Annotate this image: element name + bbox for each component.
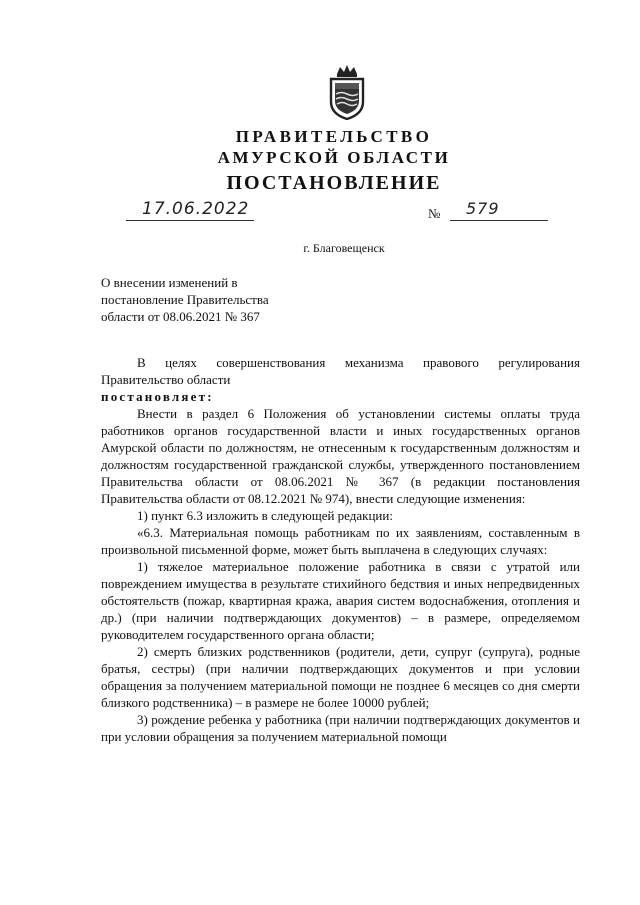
subject-line-2: постановление Правительства (101, 292, 269, 307)
document-type-title: ПОСТАНОВЛЕНИЕ (226, 172, 442, 194)
body-paragraph-case-3: 3) рождение ребенка у работника (при наличии подтверждающих документов и при условии обращения за получением материальной помощи (101, 712, 580, 744)
document-subject (101, 274, 269, 325)
document-number: 579 (466, 199, 500, 218)
document-body (101, 354, 580, 745)
document-number-field (450, 197, 548, 225)
body-paragraph-item-1: 1) пункт 6.3 изложить в следующей редакции: (137, 508, 393, 523)
city-label: г. Благовещенск (303, 241, 385, 255)
date-underline (126, 220, 254, 221)
body-paragraph-main: Внести в раздел 6 Положения об установлении системы оплаты труда работников органов государственной власти и иных государственных органов Амурской области по должностям, не отнесенным к государственным должностям и должностям государственной гражданской службы, утвержденного постановлением Правительства области от 08.06.2021 № 367 (в редакции постановления Правительства области от 08.12.2021 № 974), внести следующие изменения: (101, 406, 580, 506)
body-paragraph-case-2: 2) смерть близких родственников (родители, дети, супруг (супруга), родные братья, сестры) (при наличии подтверждающих документов и при условии обращения за получением материальной помощи не позднее 6 месяцев со дня смерти близкого родственника) – в размере не более 10000 рублей; (101, 644, 580, 710)
region-title: АМУРСКОЙ ОБЛАСТИ (217, 148, 451, 167)
number-sign: № (428, 206, 441, 221)
subject-line-3: области от 08.06.2021 № 367 (101, 309, 260, 324)
document-date-field (126, 197, 254, 225)
document-date: 17.06.2022 (142, 199, 250, 219)
body-decree-word: постановляет: (101, 389, 214, 404)
number-underline (450, 220, 548, 221)
coat-of-arms-emblem (327, 64, 367, 120)
government-title: ПРАВИТЕЛЬСТВО (235, 127, 433, 146)
subject-line-1: О внесении изменений в (101, 275, 238, 290)
body-paragraph-6-3: «6.3. Материальная помощь работникам по их заявлениям, составленным в произвольной письменной форме, может быть выплачена в следующих случаях: (101, 525, 580, 557)
body-paragraph-preamble: В целях совершенствования механизма правового регулирования Правительство области (101, 355, 580, 387)
body-paragraph-case-1: 1) тяжелое материальное положение работника в связи с утратой или повреждением имущества в результате стихийного бедствия и иных непредвиденных обстоятельств (пожар, квартирная кража, авария систем водоснабжения, отопления и др.) (при наличии подтверждающих документов) – в размере, определяемом руководителем государственного органа области; (101, 559, 580, 642)
